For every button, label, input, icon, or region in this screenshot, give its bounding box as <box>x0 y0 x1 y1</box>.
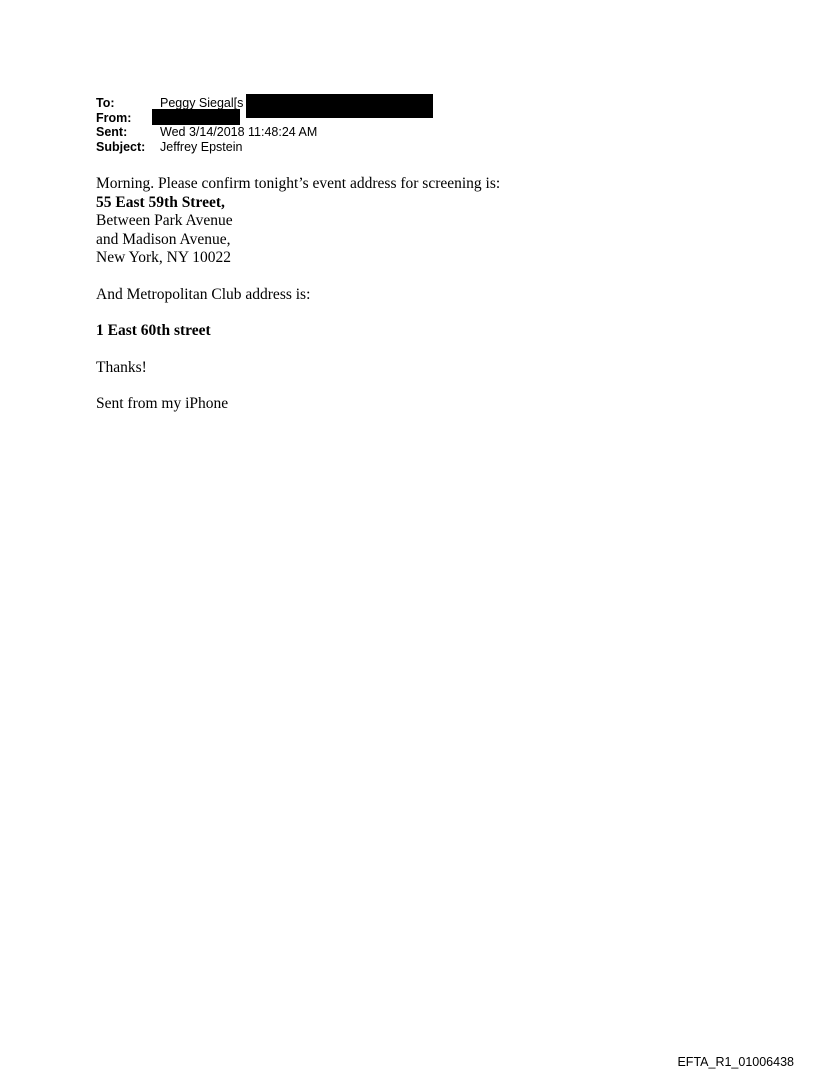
to-label: To: <box>96 96 115 110</box>
club-address: 1 East 60th street <box>96 322 211 339</box>
subject-label: Subject: <box>96 139 146 154</box>
address1-line4: New York, NY 10022 <box>96 249 232 266</box>
email-body <box>96 175 736 414</box>
address1-line3: and Madison Avenue, <box>96 230 231 248</box>
intro-text: Morning. Please confirm tonight’s event address for screening is: <box>96 175 501 192</box>
document-id: EFTA_R1_01006438 <box>677 1055 794 1069</box>
redaction-bar-to <box>246 94 433 118</box>
sent-label: Sent: <box>96 125 128 139</box>
club-intro-text: And Metropolitan Club address is: <box>96 285 311 303</box>
thanks-text: Thanks! <box>96 358 147 376</box>
to-value: Peggy Siegal[s <box>160 96 244 110</box>
from-label: From: <box>96 110 132 125</box>
address1-line1: 55 East 59th Street, <box>96 193 225 211</box>
redaction-bar-from <box>152 109 240 125</box>
address1-line2: Between Park Avenue <box>96 212 233 229</box>
signature-text: Sent from my iPhone <box>96 395 229 412</box>
subject-value: Jeffrey Epstein <box>160 139 243 154</box>
sent-value: Wed 3/14/2018 11:48:24 AM <box>160 125 318 139</box>
